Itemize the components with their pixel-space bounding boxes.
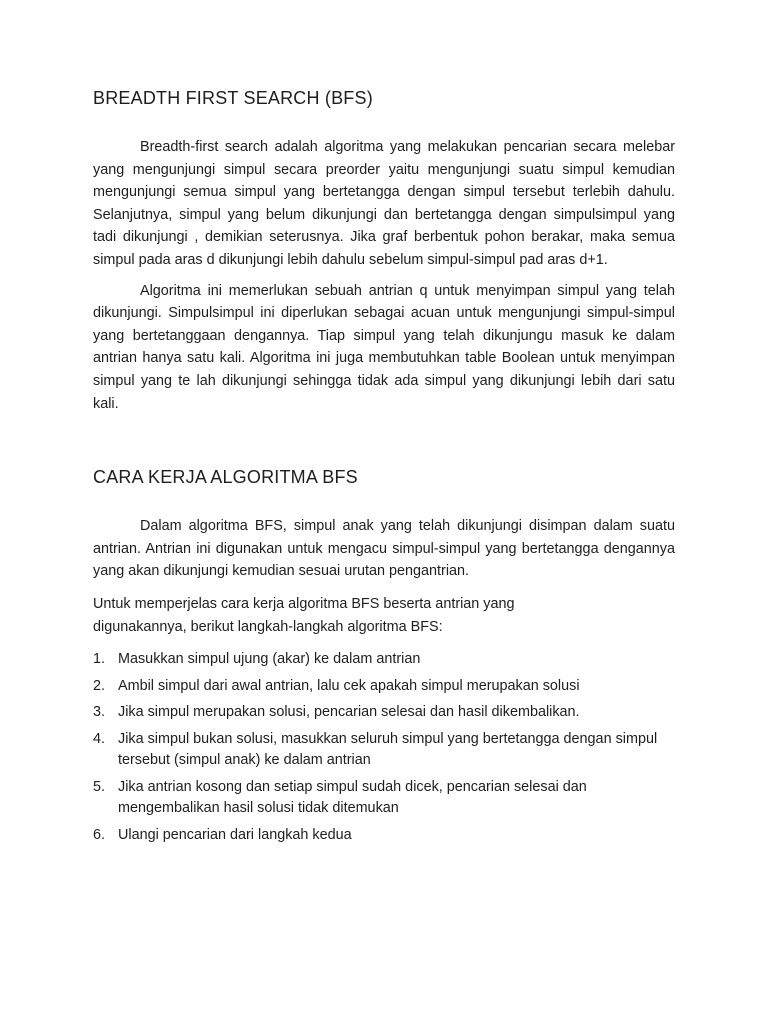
paragraph-steps-intro xyxy=(93,593,675,638)
steps-intro-line-2: digunakannya, berikut langkah-langkah algoritma BFS: xyxy=(93,618,443,635)
list-item-text: Jika antrian kosong dan setiap simpul sudah dicek, pencarian selesai dan mengembalikan hasil solusi tidak ditemukan xyxy=(118,778,587,817)
list-item xyxy=(93,729,675,772)
paragraph-bfs-queue: Algoritma ini memerlukan sebuah antrian q untuk menyimpan simpul yang telah dikunjungi. Simpulsimpul ini diperlukan sebagai acuan untuk mengunjungi simpul-simpul yang bertetanggaan dengannya. Tiap simpul yang telah dikunjungu masuk ke dalam antrian hanya satu kali. Algoritma ini juga membutuhkan table Boolean untuk menyimpan simpul yang te lah dikunjungi sehingga tidak ada simpul yang dikunjungi lebih dari satu kali. xyxy=(93,282,675,412)
list-item-number: 2. xyxy=(93,677,106,694)
list-item-text: Jika simpul merupakan solusi, pencarian selesai dan hasil dikembalikan. xyxy=(118,704,580,721)
section-title-how-bfs-works: CARA KERJA ALGORITMA BFS xyxy=(93,467,358,488)
list-item xyxy=(93,825,675,847)
paragraph-bfs-definition: Breadth-first search adalah algoritma yang melakukan pencarian secara melebar yang mengunjungi simpul secara preorder yaitu mengunjungi suatu simpul kemudian mengunjungi semua simpul yang bertetangga dengan simpul tersebut terlebih dahulu. Selanjutnya, simpul yang belum dikunjungi dan bertetangga dengan simpulsimpul yang tadi dikunjungi , demikian seterusnya. Jika graf berbentuk pohon berakar, maka semua simpul pada aras d dikunjungi lebih dahulu sebelum simpul-simpul pad aras d+1. xyxy=(93,139,675,268)
list-item-text: Ambil simpul dari awal antrian, lalu cek apakah simpul merupakan solusi xyxy=(118,677,580,694)
steps-intro-line-1: Untuk memperjelas cara kerja algoritma BFS beserta antrian yang xyxy=(93,595,515,612)
section-title-bfs: BREADTH FIRST SEARCH (BFS) xyxy=(93,88,373,108)
list-item-number: 6. xyxy=(93,826,106,843)
list-item xyxy=(93,702,675,724)
list-item xyxy=(93,649,675,671)
list-item-text: Jika simpul bukan solusi, masukkan seluruh simpul yang bertetangga dengan simpul tersebut (simpul anak) ke dalam antrian xyxy=(118,730,658,769)
bfs-steps-list xyxy=(93,649,675,846)
document-content xyxy=(93,88,675,851)
list-item-number: 4. xyxy=(93,730,106,747)
list-item-number: 1. xyxy=(93,651,106,668)
paragraph-bfs-queue-usage: Dalam algoritma BFS, simpul anak yang telah dikunjungi disimpan dalam suatu antrian. Antrian ini digunakan untuk mengacu simpul-simpul yang bertetangga dengannya yang akan dikunjungi kemudian sesuai urutan pengantrian. xyxy=(93,518,675,580)
list-item xyxy=(93,777,675,820)
list-item-number: 3. xyxy=(93,704,106,721)
list-item xyxy=(93,676,675,698)
list-item-number: 5. xyxy=(93,778,106,795)
list-item-text: Masukkan simpul ujung (akar) ke dalam antrian xyxy=(118,651,421,668)
list-item-text: Ulangi pencarian dari langkah kedua xyxy=(118,826,352,843)
